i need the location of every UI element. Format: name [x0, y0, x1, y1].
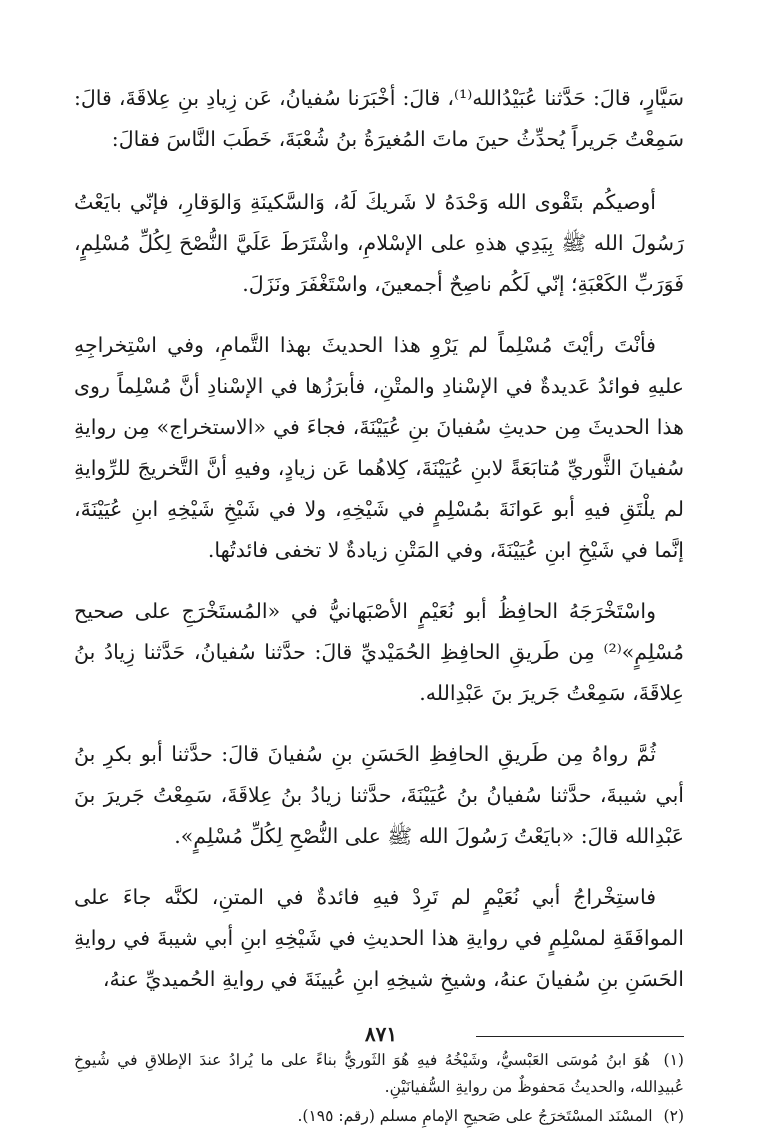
footnote-1 — [74, 1047, 684, 1101]
page-number: ٨٧١ — [364, 1022, 398, 1046]
paragraph-4: واسْتَخْرَجَهُ الحافِظُ أبو نُعَيْمٍ الأصْبَهانيُّ في «المُستَخْرَجِ على صحيح مُسْلِمٍ»⁽²⁾ مِن طَريقِ الحافِظِ الحُمَيْديِّ قالَ: حدَّثنا سُفيانُ، حَدَّثنا زِيادُ بنُ عِلاقَةَ، سَمِعْتُ جَريرَ بنَ عَبْدِالله. — [74, 599, 684, 705]
footnote-1-text: هُوَ ابنُ مُوسَى العَبْسيُّ، وشَيْخُهُ فيهِ هُوَ الثَوريُّ بناءً على ما يُرادُ عندَ الإطلاقِ في شُيوخِ عُبيدِالله، والحديثُ مَحفوظٌ من روايةِ السُّفيانَيْنِ. — [74, 1051, 684, 1096]
footnote-1-number: (١) — [663, 1051, 684, 1069]
paragraph-2: أوصيكُم بتَقْوى الله وَحْدَهُ لا شَريكَ لَهُ، وَالسَّكينَةِ وَالوَقارِ، فإنّي بايَعْتُ رَسُولَ الله ﷺ بِيَدِي هذهِ على الإسْلامِ، واشْتَرَطَ عَلَيَّ النُّصْحَ لِكُلِّ مُسْلِمٍ، فَوَرَبِّ الكَعْبَةِ؛ إنّي لَكُم ناصِحٌ أجمعينَ، واسْتَغْفَرَ ونَزَلَ. — [74, 190, 684, 296]
paragraph-5: ثُمَّ رواهُ مِن طَريقِ الحافِظِ الحَسَنِ بنِ سُفيانَ قالَ: حدَّثنا أبو بكرِ بنُ أبي شيبةَ، حدَّثنا سُفيانُ بنُ عُيَيْنَةَ، حدَّثنا زيادُ بنُ عِلاقَةَ، سَمِعْتُ جَريرَ بنَ عَبْدِالله قالَ: «بايَعْتُ رَسُولَ الله ﷺ على النُّصْحِ لِكُلِّ مُسْلِمٍ». — [74, 742, 684, 848]
paragraph-6: فاستِخْراجُ أبي نُعَيْمٍ لم تَرِدْ فيهِ فائدةٌ في المتنِ، لكنَّه جاءَ على الموافَقَةِ لمسْلِمٍ في روايةِ هذا الحديثِ في شَيْخِهِ ابنِ أبي شيبةَ في روايةِ الحَسَنِ بنِ سُفيانَ عنهُ، وشيخِ شيخِهِ ابنِ عُيينَةَ في روايةِ الحُميديِّ عنهُ، — [74, 885, 684, 991]
footnote-2-number: (٢) — [663, 1107, 684, 1125]
paragraph-3: فأنْتَ رأيْتَ مُسْلِماً لم يَرْوِ هذا الحديثَ بهذا التَّمامِ، وفي اسْتِخراجِهِ عليهِ فوائدُ عَديدةٌ في الإسْنادِ والمتْنِ، فأبرَزُها في الإسْنادِ أنَّ مُسْلِماً روى هذا الحديثَ مِن حديثِ سُفيانَ بنِ عُيَيْنَةَ، فجاءَ في «الاستخراج» مِن روايةِ سُفيانَ الثَّوريِّ مُتابَعَةً لابنِ عُيَيْنَةَ، كِلاهُما عَن زيادٍ، وفيهِ أنَّ التَّخريجَ للرِّوايةِ لم يلْتَقِ فيهِ أبو عَوانَةَ بمُسْلِمٍ في شَيْخِهِ، ولا في شَيْخِ شَيْخِهِ ابنِ عُيَيْنَةَ، إنَّما في شَيْخِ ابنِ عُيَيْنَةَ، وفي المَتْنِ زيادةٌ لا تخفى فائدتُها. — [74, 333, 684, 562]
paragraph-1: سَيَّارٍ، قالَ: حَدَّثنا عُبَيْدُالله⁽¹⁾، قالَ: أخْبَرَنا سُفيانُ، عَن زِيادِ بنِ عِلاقَةَ، قالَ: سَمِعْتُ جَريراً يُحدِّثُ حينَ ماتَ المُغيرَةُ بنُ شُعْبَةَ، خَطَبَ النَّاسَ فقالَ: — [74, 86, 684, 151]
footnote-2 — [74, 1103, 684, 1130]
footnote-2-text: المسْنَد المسْتَخرَجُ على صَحيحِ الإمامِ مسلم (رقم: ١٩٥). — [297, 1107, 653, 1125]
